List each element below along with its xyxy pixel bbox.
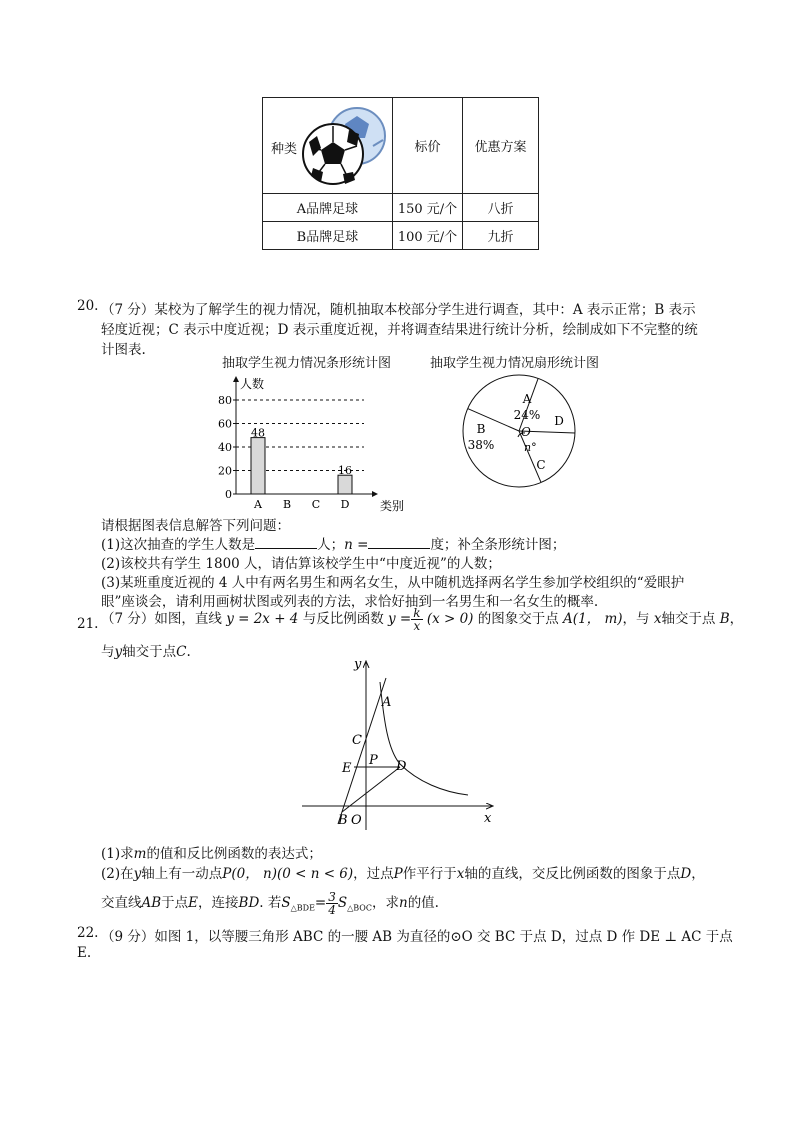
q21-sub2 xyxy=(101,862,705,882)
answer-blank xyxy=(368,536,430,549)
q20-text-line3: 计图表. xyxy=(101,342,146,358)
x-tick-label: D xyxy=(340,498,350,511)
table-cell-kind: A品牌足球 xyxy=(263,194,393,222)
table-header-kind: 种类 xyxy=(271,142,298,157)
table-row xyxy=(263,194,539,222)
var-m: m xyxy=(133,846,147,862)
q20-prompt: 请根据图表信息解答下列问题： xyxy=(101,518,290,534)
q21-text: (1)求 xyxy=(101,846,134,862)
bar-value-label: 48 xyxy=(251,426,265,440)
q21-text: ， xyxy=(691,866,705,882)
area-subscript-bde: △BDE xyxy=(290,903,315,913)
q20-text-line1: （7 分）某校为了解学生的视力情况，随机抽取本校部分学生进行调查，其中：A 表示正常；B 表示 xyxy=(101,302,696,318)
pie-slice-label: D xyxy=(554,414,564,428)
fraction-k-over-x xyxy=(411,607,422,632)
table-header-discount: 优惠方案 xyxy=(463,98,539,194)
table-cell-price: 100 元/个 xyxy=(392,222,462,250)
axis-x-label: x xyxy=(653,611,662,627)
q20-sub3-line1: (3)某班重度近视的 4 人中有两名男生和两名女生，从中随机选择两名学生参加学校组织的“爱眼护 xyxy=(101,575,685,591)
label-d: D xyxy=(396,759,407,774)
table-row xyxy=(263,222,539,250)
pie-angle-label: n° xyxy=(524,441,537,454)
function-graph xyxy=(298,652,508,834)
table-header-price: 标价 xyxy=(392,98,462,194)
label-p: P xyxy=(369,753,378,768)
point-b-label: B xyxy=(719,611,730,627)
y-axis-arrow xyxy=(233,376,239,382)
x-tick-label: B xyxy=(282,498,292,511)
area-symbol: S xyxy=(337,895,348,911)
q20-sub2: (2)该校共有学生 1800 人，请估算该校学生中“中度近视”的人数； xyxy=(101,556,501,572)
x-tick-label: A xyxy=(254,498,262,511)
y-tick-label: 40 xyxy=(218,441,232,454)
q22-number: 22. xyxy=(77,925,99,941)
y-tick-label: 20 xyxy=(218,464,232,478)
bar xyxy=(251,438,265,494)
bar-chart-title: 抽取学生视力情况条形统计图 xyxy=(222,356,392,371)
q21-text: 于点 xyxy=(161,895,189,911)
hyperbola-curve xyxy=(380,682,468,795)
q21-sub2-cont xyxy=(101,891,439,916)
line-equation: y = 2x + 4 xyxy=(226,611,299,627)
point-p-coord: P(0， n)(0 < n < 6) xyxy=(222,866,354,882)
pie-chart-title: 抽取学生视力情况扇形统计图 xyxy=(430,356,600,371)
pie-slice-percent: 38% xyxy=(467,438,495,452)
q21-text: 轴上有一动点 xyxy=(141,866,223,882)
axis-x-label: x xyxy=(456,866,465,882)
q21-text: 的值和反比例函数的表达式； xyxy=(146,846,322,862)
label-c: C xyxy=(352,733,362,748)
q21-text: 与反比例函数 xyxy=(302,611,384,627)
table-cell-kind: B品牌足球 xyxy=(263,222,393,250)
q20-number: 20. xyxy=(77,298,99,314)
table-cell-discount: 九折 xyxy=(463,222,539,250)
y-tick-label: 60 xyxy=(218,417,232,431)
q20-sub1-text-a: (1)这次抽查的学生人数是 xyxy=(101,537,256,553)
q21-text: . xyxy=(186,644,191,660)
axis-y-label: y xyxy=(133,866,142,882)
pie-slice-label: A xyxy=(522,392,532,406)
table-header-kind-cell xyxy=(263,98,393,194)
q20-sub1-text-c: n = xyxy=(344,537,369,553)
q22-line2: E. xyxy=(77,945,92,961)
pie-slice-label: B xyxy=(476,422,486,436)
label-e: E xyxy=(342,761,352,776)
point-c-label: C xyxy=(176,644,187,660)
q21-text: ，求 xyxy=(371,895,399,911)
table-cell-price: 150 元/个 xyxy=(392,194,462,222)
answer-blank xyxy=(255,536,317,549)
area-subscript-boc: △BOC xyxy=(347,903,372,913)
table-cell-discount: 八折 xyxy=(463,194,539,222)
soccer-ball-icon xyxy=(299,102,391,188)
fraction-denominator: x xyxy=(413,619,421,633)
segment-ab: AB xyxy=(141,895,162,911)
q21-line2 xyxy=(101,640,191,660)
point-d-label: D xyxy=(680,866,692,882)
q21-number: 21. xyxy=(77,616,99,632)
bar-chart xyxy=(210,368,410,516)
q20-sub1-text-b: 人； xyxy=(317,537,345,553)
q21-text: 作平行于 xyxy=(402,866,457,882)
x-axis-label: 类别 xyxy=(380,499,405,513)
q20-sub3-line2: 眼”座谈会，请利用画树状图或列表的方法，求恰好抽到一名男生和一名女生的概率. xyxy=(101,594,599,610)
q21-text: 交直线 xyxy=(101,895,142,911)
x-tick-label: C xyxy=(311,498,321,511)
pie-slice-label: C xyxy=(536,458,546,472)
label-o: O xyxy=(351,813,362,828)
point-a-label: A(1， m) xyxy=(563,611,623,627)
axis-y-label: y xyxy=(114,644,123,660)
label-x: x xyxy=(484,811,492,826)
q20-sub1 xyxy=(101,533,565,553)
var-n: n xyxy=(398,895,408,911)
fraction-denominator: 4 xyxy=(328,903,336,917)
point-e-label: E xyxy=(188,895,199,911)
x-axis-arrow xyxy=(372,491,378,497)
y-tick-label: 0 xyxy=(225,488,232,501)
equals-sign: = xyxy=(314,895,327,911)
q21-text: ，过点 xyxy=(353,866,394,882)
bar xyxy=(338,475,352,494)
q21-text: 轴交于点 xyxy=(661,611,716,627)
bar-value-label: 16 xyxy=(338,464,352,478)
y-tick-label: 80 xyxy=(218,394,232,407)
q21-text: . 若 xyxy=(259,895,282,911)
pie-slice-percent: 24% xyxy=(513,408,541,422)
q21-text: 的图象交于点 xyxy=(477,611,559,627)
pie-chart xyxy=(452,370,592,492)
function-lhs: y = xyxy=(388,611,412,627)
segment-bd: BD xyxy=(238,895,260,911)
label-a: A xyxy=(382,695,392,710)
q21-text: 的值. xyxy=(407,895,439,911)
q21-text: ，连接 xyxy=(198,895,239,911)
domain-condition: (x > 0) xyxy=(426,611,474,627)
q20-text-line2: 轻度近视；C 表示中度近视；D 表示重度近视，并将调查结果进行统计分析，绘制成如下不完整的统 xyxy=(101,322,698,338)
q21-line1 xyxy=(101,607,743,632)
label-y: y xyxy=(354,657,362,672)
label-b: B xyxy=(338,813,348,828)
q21-text: ，与 xyxy=(622,611,650,627)
fraction-numerator: 3 xyxy=(328,890,336,904)
pie-center-label: O xyxy=(521,425,531,439)
q21-text: 轴的直线，交反比例函数的图象于点 xyxy=(464,866,681,882)
fraction-numerator: k xyxy=(413,606,421,620)
q20-sub1-text-d: 度；补全条形统计图； xyxy=(430,537,566,553)
point-p-label: P xyxy=(393,866,403,882)
price-table xyxy=(262,97,539,250)
line-ab xyxy=(338,678,386,824)
area-symbol: S xyxy=(281,895,291,911)
y-axis-label: 人数 xyxy=(240,377,265,391)
q21-text: 与 xyxy=(101,644,115,660)
q21-text: (2)在 xyxy=(101,866,134,882)
q21-text: ， xyxy=(729,611,744,627)
q21-sub1 xyxy=(101,842,322,862)
q22-line1: （9 分）如图 1，以等腰三角形 ABC 的一腰 AB 为直径的⊙O 交 BC 于点 D，过点 D 作 DE ⊥ AC 于点 xyxy=(101,929,733,945)
fraction-three-quarters xyxy=(326,891,338,916)
q21-text: 轴交于点 xyxy=(122,644,177,660)
q21-text: （7 分）如图，直线 xyxy=(101,611,222,627)
